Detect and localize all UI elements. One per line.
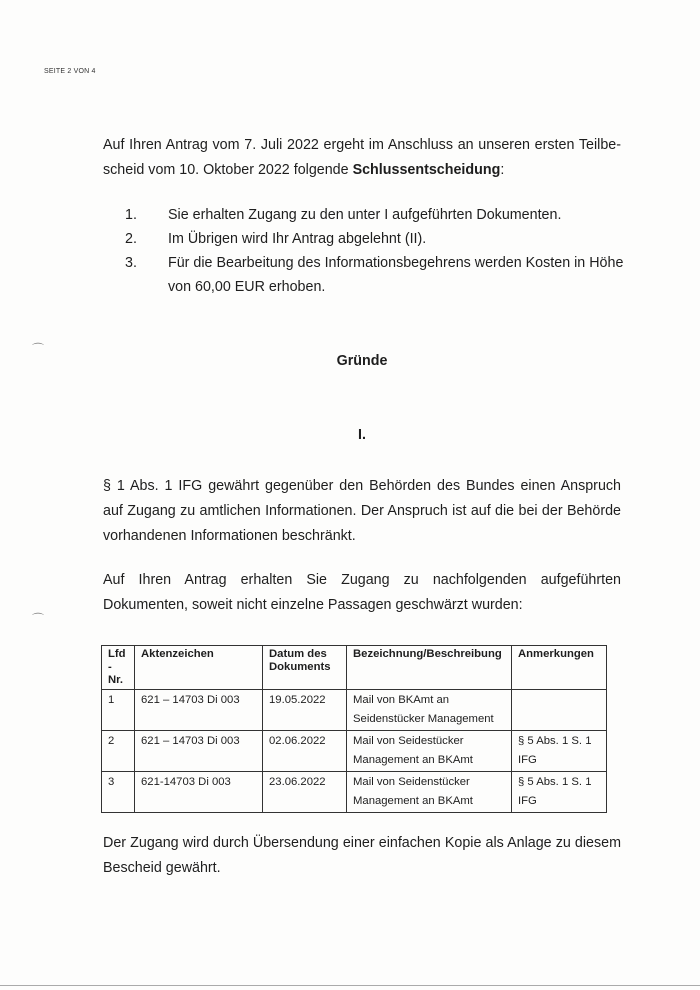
page-bottom-edge [0, 985, 700, 986]
table-header-row [102, 646, 607, 690]
cell-aktenzeichen: 621-14703 Di 003 [135, 772, 263, 813]
punch-hole-mark: ⌒ [32, 342, 45, 356]
cell-aktenzeichen: 621 – 14703 Di 003 [135, 731, 263, 772]
paragraph-access-grant: Auf Ihren Antrag erhalten Sie Zugang zu nachfolgenden aufgeführten Dokumenten, soweit nicht einzelne Passagen geschwärzt wurden: [103, 572, 621, 613]
section-heading-gruende: Gründe [336, 353, 388, 369]
cell-datum: 02.06.2022 [263, 731, 347, 772]
cell-anmerkungen [512, 690, 607, 731]
list-item [125, 251, 625, 299]
cell-anmerkungen: § 5 Abs. 1 S. 1 IFG [512, 731, 607, 772]
list-item-number: 2. [125, 231, 137, 247]
paragraph-copy-delivery: Der Zugang wird durch Übersendung einer einfachen Kopie als Anlage zu diesem Bescheid gewährt. [103, 835, 621, 876]
list-item-number: 3. [125, 255, 137, 271]
header-bezeichnung: Bezeichnung/Beschreibung [347, 646, 512, 690]
intro-paragraph [103, 133, 621, 183]
paragraph-ifg-claim: § 1 Abs. 1 IFG gewährt gegenüber den Behörden des Bundes einen Anspruch auf Zugang zu amtlichen Informationen. Der Anspruch ist auf die bei der Behörde vorhandenen Informationen beschränkt. [103, 478, 621, 544]
table-row [102, 772, 607, 813]
punch-hole-mark: ⌒ [32, 612, 45, 626]
cell-bezeichnung: Mail von Seidestücker Management an BKAmt [347, 731, 512, 772]
cell-nr: 2 [102, 731, 135, 772]
cell-datum: 23.06.2022 [263, 772, 347, 813]
intro-bold-term: Schlussentscheidung [352, 162, 501, 178]
table-row [102, 731, 607, 772]
header-datum: Datum des Dokuments [263, 646, 347, 690]
cell-aktenzeichen: 621 – 14703 Di 003 [135, 690, 263, 731]
cell-bezeichnung: Mail von BKAmt an Seidenstücker Management [347, 690, 512, 731]
header-anmerkungen: Anmerkungen [512, 646, 607, 690]
list-item-number: 1. [125, 207, 137, 223]
cell-datum: 19.05.2022 [263, 690, 347, 731]
cell-bezeichnung: Mail von Seidenstücker Management an BKAmt [347, 772, 512, 813]
documents-table [101, 645, 607, 813]
table-row [102, 690, 607, 731]
page-number-label: SEITE 2 VON 4 [44, 68, 96, 75]
decision-list [125, 203, 625, 299]
section-heading-roman-one: I. [358, 427, 366, 443]
cell-nr: 3 [102, 772, 135, 813]
intro-text: Auf Ihren Antrag vom 7. Juli 2022 ergeht im Anschluss an unseren ersten Teilbe-scheid vom 10. Oktober 2022 folgende [103, 137, 621, 178]
list-item-text: Für die Bearbeitung des Informationsbegehrens werden Kosten in Höhe von 60,00 EUR erhoben. [168, 255, 624, 295]
list-item-text: Sie erhalten Zugang zu den unter I aufgeführten Dokumenten. [168, 207, 562, 223]
list-item [125, 203, 625, 227]
list-item-text: Im Übrigen wird Ihr Antrag abgelehnt (II). [168, 231, 427, 247]
intro-colon: : [500, 162, 505, 178]
list-item [125, 227, 625, 251]
header-lfd-nr: Lfd - Nr. [102, 646, 135, 690]
cell-nr: 1 [102, 690, 135, 731]
header-aktenzeichen: Aktenzeichen [135, 646, 263, 690]
cell-anmerkungen: § 5 Abs. 1 S. 1 IFG [512, 772, 607, 813]
